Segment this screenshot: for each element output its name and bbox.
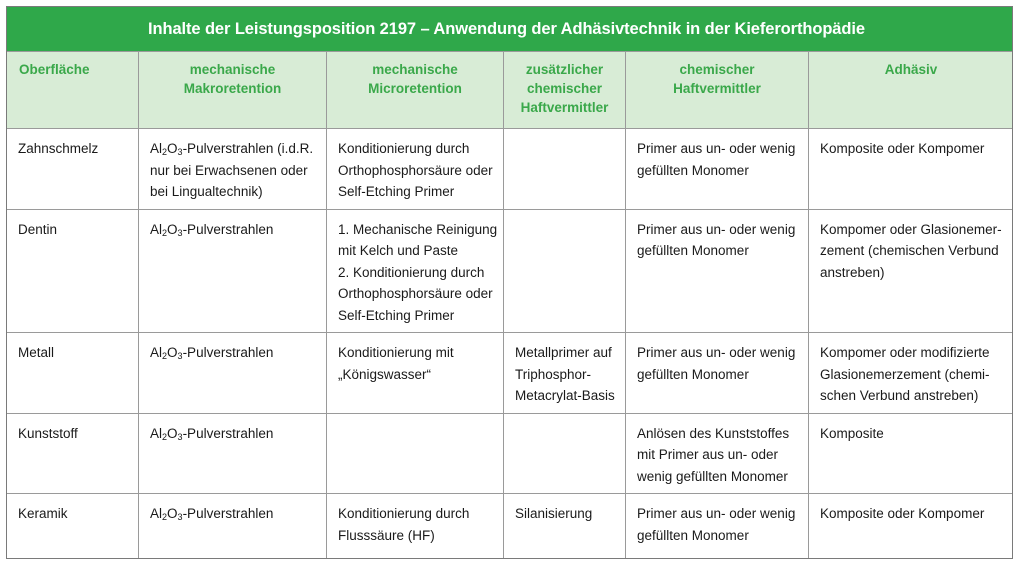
additional-text: Triphosphor- [515, 366, 592, 382]
header-line: Microretention [368, 81, 462, 96]
adhesive-text: Glasionemerzement (chemi- [820, 366, 990, 382]
cell-chemical [626, 129, 809, 210]
header-makroretention [139, 52, 327, 129]
header-line: zusätzlicher [525, 62, 604, 77]
macro-text: -Pulverstrahlen [182, 345, 274, 360]
adhesive-text: Komposite oder Kompomer [820, 141, 985, 156]
header-line: mechanische [372, 62, 458, 77]
header-microretention [327, 52, 504, 129]
adhesive-text: Kompomer oder modifizierte [820, 345, 990, 360]
header-line: Makroretention [183, 81, 282, 96]
cell-macro [139, 494, 327, 560]
cell-macro [139, 413, 327, 494]
table-row [7, 129, 1014, 210]
macro-text: -Pulverstrahlen (i.d.R. [182, 141, 314, 156]
header-line: chemischer [679, 62, 755, 77]
cell-micro [327, 209, 504, 333]
table-row [7, 494, 1014, 560]
header-oberflaeche [7, 52, 139, 129]
macro-text: -Pulverstrahlen [182, 425, 274, 441]
macro-text: -Pulverstrahlen [182, 506, 274, 521]
micro-text: Konditionierung durch [338, 141, 470, 156]
cell-adhesive [809, 494, 1014, 560]
header-line: Adhäsiv [884, 62, 938, 77]
micro-text: Flusssäure (HF) [338, 527, 435, 543]
cell-macro [139, 209, 327, 333]
cell-surface: Zahnschmelz [7, 129, 139, 210]
chemical-text: Primer aus un- oder wenig [637, 141, 796, 156]
micro-text: Self-Etching Primer [338, 184, 455, 199]
table-row [7, 333, 1014, 414]
micro-list-item: 2. Konditionierung durch Orthophosphorsäure oder Self-Etching Primer [338, 264, 493, 323]
micro-text: Konditionierung durch [338, 506, 470, 521]
adhesive-text: anstreben) [820, 264, 885, 280]
chemical-text: Primer aus un- oder wenig [637, 221, 796, 237]
chemical-text: mit Primer aus un- oder [637, 447, 779, 462]
chemical-text: gefüllten Monomer [637, 366, 749, 382]
macro-text: -Pulverstrahlen [182, 221, 274, 237]
cell-micro [327, 333, 504, 414]
micro-text: Orthophosphorsäure oder [338, 162, 493, 178]
cell-chemical [626, 413, 809, 494]
micro-text: Konditionierung mit [338, 345, 454, 360]
cell-additional [504, 129, 626, 210]
adhesive-text: Komposite oder Kompomer [820, 506, 985, 521]
additional-text: Metallprimer auf [515, 345, 612, 360]
cell-adhesive [809, 129, 1014, 210]
cell-additional [504, 494, 626, 560]
header-chemischer-haftvermittler [626, 52, 809, 129]
table-row [7, 209, 1014, 333]
adhesive-text: Komposite [820, 425, 884, 441]
oxide-formula: $Al_2O_3$ [150, 141, 183, 157]
cell-additional [504, 209, 626, 333]
chemical-text: gefüllten Monomer [637, 162, 749, 178]
header-row [7, 52, 1014, 129]
cell-additional [504, 413, 626, 494]
macro-text: bei Lingualtechnik) [150, 184, 263, 199]
cell-adhesive [809, 333, 1014, 414]
chemical-text: Primer aus un- oder wenig [637, 345, 796, 360]
chemical-text: gefüllten Monomer [637, 243, 749, 258]
header-line: Oberfläche [19, 62, 90, 77]
cell-chemical [626, 333, 809, 414]
cell-micro [327, 413, 504, 494]
leistungsposition-table [6, 51, 1013, 559]
header-line: Haftvermittler [673, 81, 761, 96]
header-line: chemischer [526, 81, 603, 96]
cell-chemical [626, 209, 809, 333]
adhesive-text: schen Verbund anstreben) [820, 388, 979, 403]
chemical-text: wenig gefüllten Monomer [637, 468, 788, 484]
oxide-formula: $Al_2O_3$ [150, 221, 183, 238]
chemical-text: Primer aus un- oder wenig [637, 506, 796, 521]
cell-adhesive [809, 413, 1014, 494]
header-line: mechanische [189, 62, 276, 77]
micro-text: „Königswasser“ [338, 366, 432, 382]
adhesive-text: Kompomer oder Glasionemer- [820, 221, 1002, 237]
cell-surface: Metall [7, 333, 139, 414]
header-line: Haftvermittler [520, 100, 609, 115]
cell-micro [327, 494, 504, 560]
cell-additional [504, 333, 626, 414]
cell-macro [139, 129, 327, 210]
micro-list-item: 1. Mechanische Reinigung mit Kelch und Paste [338, 221, 498, 258]
chemical-text: Anlösen des Kunststoffes [637, 425, 790, 441]
cell-surface: Kunststoff [7, 413, 139, 494]
header-adhaesiv [809, 52, 1014, 129]
cell-adhesive [809, 209, 1014, 333]
chemical-text: gefüllten Monomer [637, 527, 749, 543]
oxide-formula: $Al_2O_3$ [150, 345, 183, 361]
cell-surface: Dentin [7, 209, 139, 333]
table-title: Inhalte der Leistungsposition 2197 – Anwendung der Adhäsivtechnik in der Kieferorthopädie [7, 7, 1012, 51]
header-zusaetzlicher-haftvermittler [504, 52, 626, 129]
oxide-formula: $Al_2O_3$ [150, 425, 183, 442]
table-frame [6, 6, 1013, 559]
additional-text: Silanisierung [515, 506, 593, 521]
adhesive-text: zement (chemischen Verbund [820, 243, 999, 258]
macro-text: nur bei Erwachsenen oder [150, 162, 308, 178]
cell-macro [139, 333, 327, 414]
oxide-formula: $Al_2O_3$ [150, 506, 183, 522]
cell-surface: Keramik [7, 494, 139, 560]
table-row [7, 413, 1014, 494]
cell-micro [327, 129, 504, 210]
additional-text: Metacrylat-Basis [515, 388, 615, 403]
cell-chemical [626, 494, 809, 560]
